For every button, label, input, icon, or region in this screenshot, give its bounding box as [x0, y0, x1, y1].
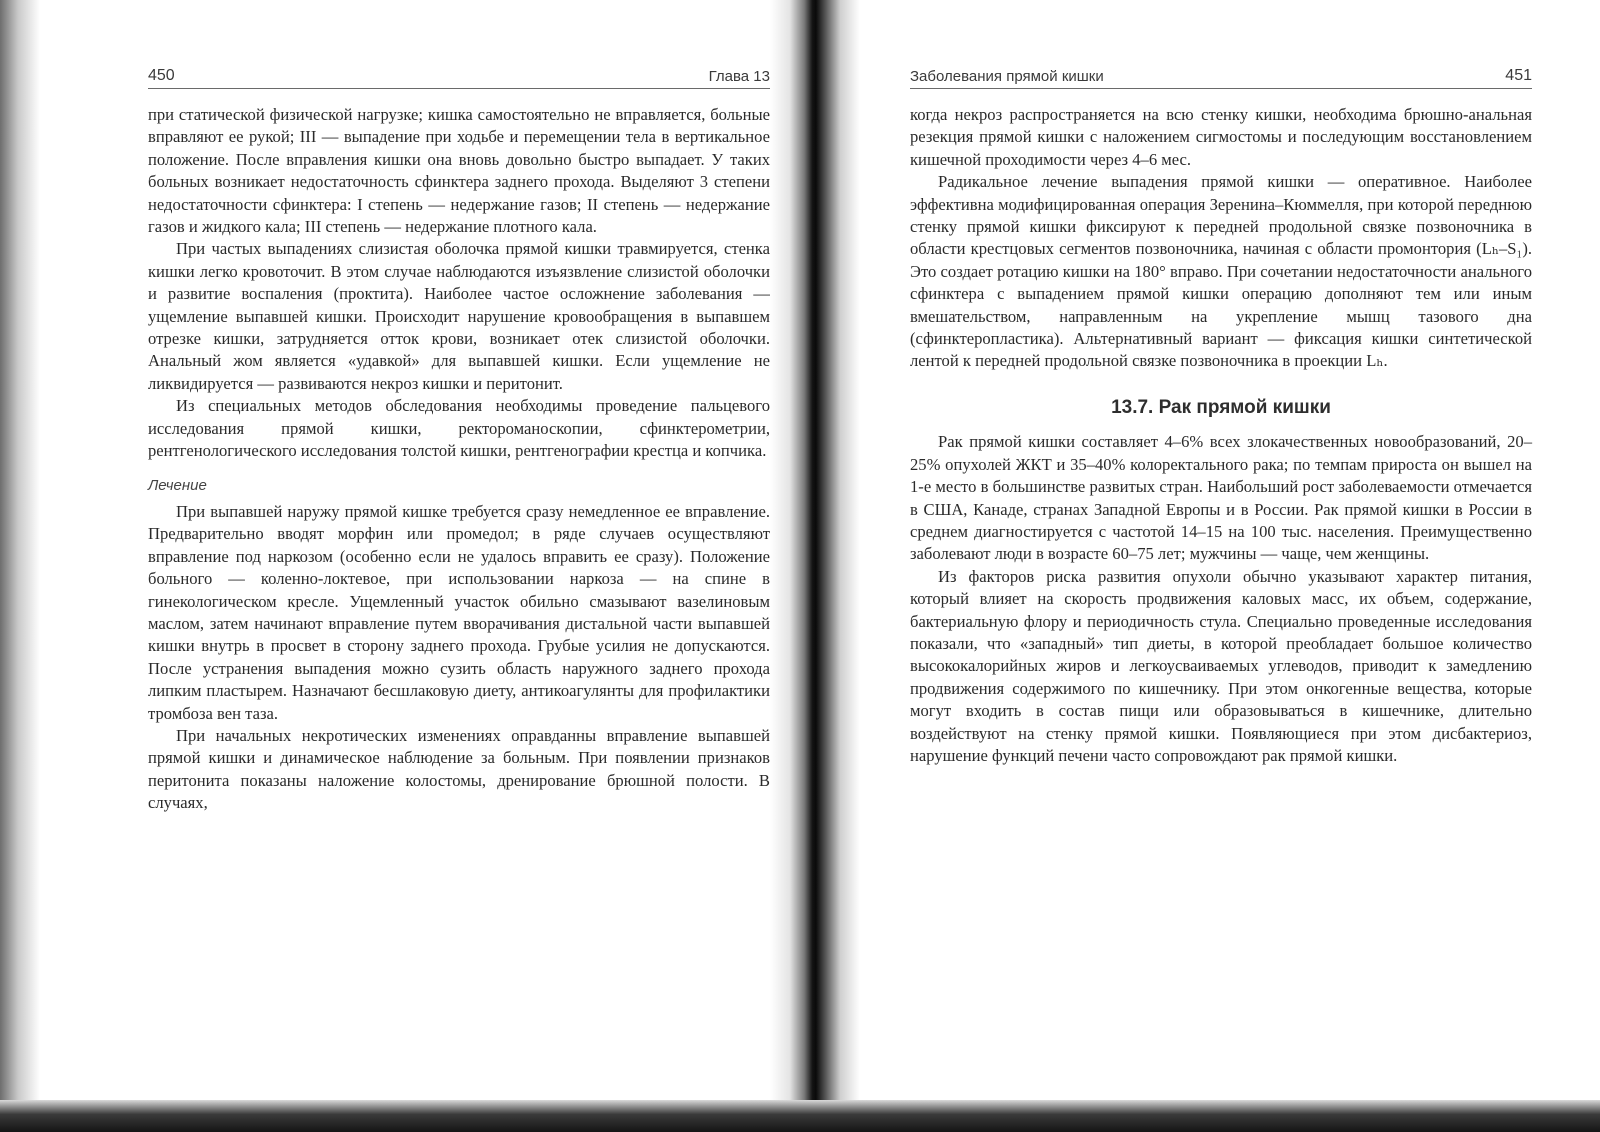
paragraph: когда некроз распространяется на всю стенку кишки, необходима брюшно-анальная резекция прямой кишки с наложением сигмостомы и последующим восстановлением кишечной проходимости через 4–6 мес. — [910, 105, 1532, 169]
paragraph: Рак прямой кишки составляет 4–6% всех злокачественных новообразований, 20–25% опухолей ЖКТ и 35–40% колоректального рака; по темпам прироста он вышел на 1-е место в большинстве развитых стран. Наибольший рост заболеваемости отмечается в США, Канаде, странах Западной Европы и в России. Рак прямой кишки в России в среднем диагностируется с частотой 14–15 на 100 тыс. населения. Преимущественно заболевают люди в возрасте 60–75 лет; мужчины — чаще, чем женщины. — [910, 432, 1532, 564]
book-gutter — [770, 0, 860, 1132]
right-page — [910, 0, 1532, 1090]
section-title: 13.7. Рак прямой кишки — [1111, 396, 1331, 418]
paragraph: При выпавшей наружу прямой кишке требуется сразу немедленное ее вправление. Предварительно вводят морфин или промедол; в ряде случаев осуществляют вправление под наркозом (особенно если не удалось вправить ее сразу). Положение больного — коленно-локтевое, при использовании наркоза — на спине в гинекологическом кресле. Ущемленный участок обильно смазывают вазелиновым маслом, затем начинают вправление путем вворачивания дистальной части выпавшей кишки внутрь в просвет в сторону заднего прохода. Грубые усилия не допускаются. После устранения выпадения можно сузить область наружного заднего прохода липким пластырем. Назначают бесшлаковую диету, антикоагулянты для профилактики тромбоза вен таза. — [148, 501, 770, 723]
paragraph: При начальных некротических изменениях оправданны вправление выпавшей прямой кишки и динамическое наблюдение за больным. При появлении признаков перитонита показаны наложение колостомы, дренирование брюшной полости. В случаях, — [148, 725, 770, 813]
running-title: Глава 13 — [708, 68, 770, 85]
paragraph: При частых выпадениях слизистая оболочка прямой кишки травмируется, стенка кишки легко кровоточит. В этом случае наблюдаются изъязвление слизистой оболочки и развитие воспаления (проктита). Наиболее частое осложнение заболевания — ущемление выпавшей кишки. Происходит нарушение кровообращения в выпавшем отрезке кишки, затрудняется отток крови, возникает отек слизистой оболочки. Анальный жом является «удавкой» для выпавшей кишки. Если ущемление не ликвидируется — развиваются некроз кишки и перитонит. — [148, 239, 770, 393]
running-head — [148, 62, 770, 89]
page-number: 451 — [1505, 67, 1532, 84]
paragraph: Радикальное лечение выпадения прямой кишки — оперативное. Наиболее эффективна модифицированная операция Зеренина–Кюммелля, при которой переднюю стенку прямой кишки фиксируют к передней продольной связке позвоночника в области крестцовых сегментов позвоночника, начиная с области промонтория (Lₕ–S₁). Это создает ротацию кишки на 180° вправо. При сочетании недостаточности анального сфинктера с выпадением прямой кишки операцию дополняют тем или иным вмешательством, направленным на укрепление мышц тазового дна (сфинктеропластика). Альтернативный вариант — фиксация кишки синтетической лентой к передней продольной связке позвоночника в проекции Lₕ. — [910, 172, 1532, 371]
paragraph: Из специальных методов обследования необходимы проведение пальцевого исследования прямой кишки, ректороманоскопии, сфинктерометрии, рентгенологического исследования толстой кишки, рентгенографии крестца и копчика. — [148, 396, 770, 461]
page-body — [148, 104, 770, 815]
subheading: Лечение — [148, 476, 207, 494]
paragraph: при статической физической нагрузке; кишка самостоятельно не вправляется, больные вправляют ее рукой; III — выпадение при ходьбе и перемещении тела в вертикальное положение. После вправления кишки она вновь довольно быстро выпадает. У таких больных возникает недостаточность сфинктера заднего прохода. Выделяют 3 степени недостаточности сфинктера: I степень — недержание газов; II степень — недержание газов и жидкого кала; III степень — недержание плотного кала. — [148, 105, 770, 237]
left-edge-shadow — [0, 0, 40, 1132]
left-page — [148, 0, 770, 1090]
paragraph: Из факторов риска развития опухоли обычно указывают характер питания, который влияет на скорость продвижения каловых масс, их объем, содержание, бактериальную флору и периодичность стула. Специально проведенные исследования показали, что «западный» тип диеты, в которой преобладает большое количество высококалорийных жиров и легкоусваиваемых углеводов, приводит к замедлению продвижения содержимого по кишечнику. При этом онкогенные вещества, которые могут входить в состав пищи или образовываться в кишечнике, длительно воздействуют на стенку прямой кишки. Появляющиеся при этом дисбактериоз, нарушение функций печени часто сопровождают рак прямой кишки. — [910, 566, 1532, 765]
page-body — [910, 104, 1532, 767]
running-head — [910, 62, 1532, 89]
running-title: Заболевания прямой кишки — [910, 68, 1104, 85]
page-number: 450 — [148, 67, 175, 84]
scan-bottom-edge — [0, 1100, 1600, 1132]
